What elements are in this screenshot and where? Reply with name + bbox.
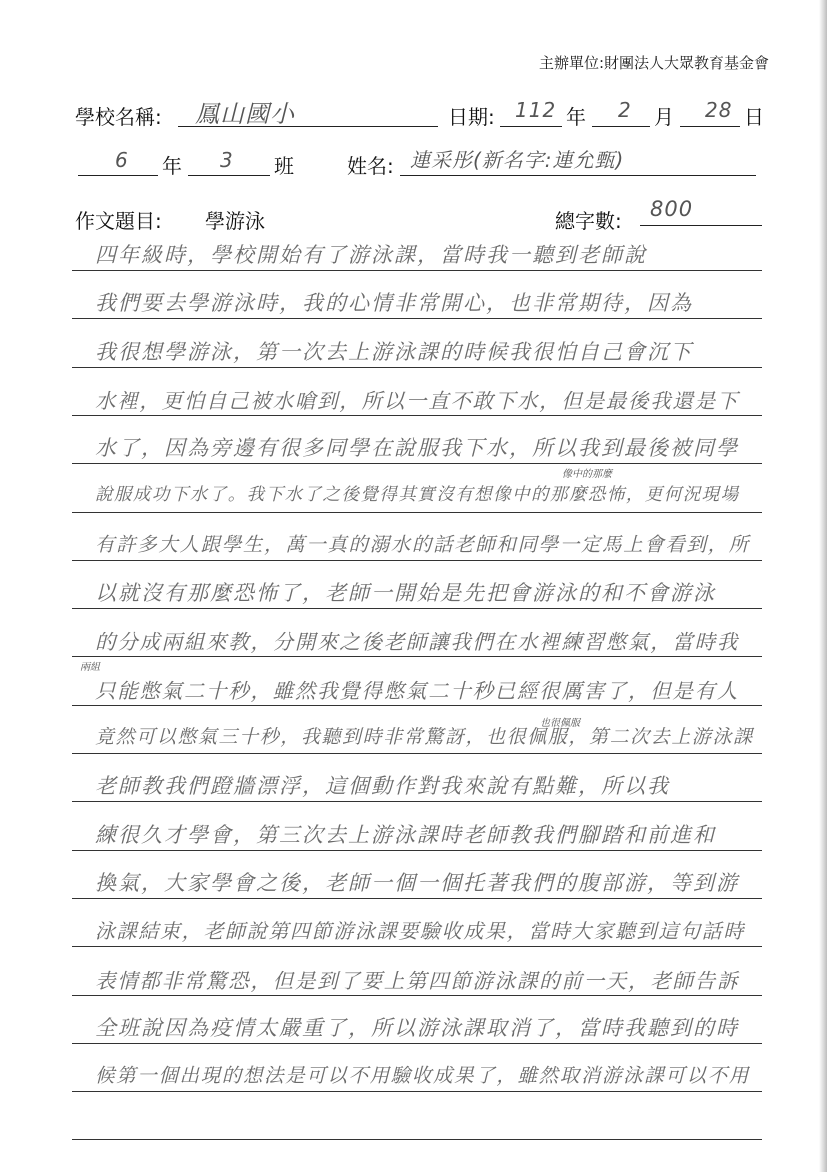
essay-line: 候第一個出現的想法是可以不用驗收成果了，雖然取消游泳課可以不用 [95,1064,750,1088]
essay-line: 換氣，大家學會之後，老師一個一個托著我們的腹部游，等到游 [95,870,739,895]
ruled-line [72,270,762,271]
essay-line: 全班說因為疫情太嚴重了，所以游泳課取消了，當時我聽到的時 [95,1015,739,1040]
name-label: 姓名: [347,154,394,178]
grade-underline [78,175,158,176]
essay-line: 說服成功下水了。我下水了之後覺得其實沒有想像中的那麼恐怖，更何況現場 [95,484,740,505]
ruled-line [72,512,762,513]
essay-line: 水裡，更怕自己被水嗆到，所以一直不敢下水，但是最後我還是下 [95,388,740,413]
ruled-line [72,1091,762,1092]
ruled-line [72,898,762,899]
ruled-line [72,463,762,464]
insert-note-line9: 兩組 [80,662,100,673]
essay-line: 以就沒有那麼恐怖了，老師一開始是先把會游泳的和不會游泳 [95,581,716,606]
scan-edge-shadow [819,0,827,1172]
date-month-value: 2 [618,98,632,122]
date-year-value: 112 [515,98,557,122]
month-underline [592,126,650,127]
essay-line: 我很想學游泳，第一次去上游泳課的時候我很怕自己會沉下 [95,339,693,364]
year-label: 年 [566,105,586,129]
grade-label: 年 [162,154,182,178]
day-label: 日 [744,105,764,129]
ruled-line [72,946,762,947]
ruled-line [72,995,762,996]
ruled-line [72,753,762,754]
ruled-line [72,850,762,851]
essay-line: 泳課結束，老師說第四節游泳課要驗收成果，當時大家聽到這句話時 [95,919,745,944]
insert-note-line11: 也很佩服 [540,718,580,729]
topic-value: 學游泳 [205,209,265,233]
ruled-line [72,656,762,657]
ruled-line [72,801,762,802]
ruled-line [72,1139,762,1140]
ruled-line [72,415,762,416]
month-label: 月 [654,105,674,129]
class-underline [188,175,270,176]
school-label: 學校名稱: [75,105,162,129]
date-label: 日期: [448,105,495,129]
count-value: 800 [650,197,694,221]
name-underline [400,175,756,176]
essay-line: 我們要去學游泳時，我的心情非常開心，也非常期待，因為 [95,291,693,316]
ruled-line [72,705,762,706]
topic-label: 作文題目: [75,209,162,233]
essay-line: 只能憋氣二十秒，雖然我覺得憋氣二十秒已經很厲害了，但是有人 [95,678,740,703]
count-underline [640,225,762,226]
organizer-label: 主辦單位:財團法人大眾教育基金會 [538,54,769,72]
essay-line: 有許多大人跟學生，萬一真的溺水的話老師和同學一定馬上會看到，所 [95,532,750,556]
ruled-line [72,367,762,368]
essay-line: 四年級時，學校開始有了游泳課，當時我一聽到老師說 [95,243,647,267]
essay-line: 水了，因為旁邊有很多同學在說服我下水，所以我到最後被同學 [95,436,739,461]
essay-line: 練很久才學會，第三次去上游泳課時老師教我們腳踏和前進和 [95,822,716,847]
ruled-line [72,1043,762,1044]
count-label: 總字數: [555,209,622,233]
ruled-line [72,560,762,561]
name-value: 連采彤(新名字:連允甄) [410,148,625,172]
class-value: 3 [220,148,234,172]
ruled-line [72,608,762,609]
date-day-value: 28 [705,98,733,122]
day-underline [680,126,740,127]
ruled-line [72,318,762,319]
essay-line: 表情都非常驚恐，但是到了要上第四節游泳課的前一天，老師告訴 [95,968,740,993]
insert-note-line6: 像中的那麼 [562,469,612,480]
school-value: 鳳山國小 [195,100,295,128]
class-label: 班 [274,154,294,178]
grade-value: 6 [115,148,129,172]
essay-line: 竟然可以憋氣三十秒，我聽到時非常驚訝，也很佩服，第二次去上游泳課 [95,726,754,748]
essay-line: 的分成兩組來教，分開來之後老師讓我們在水裡練習憋氣，當時我 [95,630,740,655]
year-underline [500,126,562,127]
essay-line: 老師教我們蹬牆漂浮，這個動作對我來說有點難，所以我 [95,774,670,799]
